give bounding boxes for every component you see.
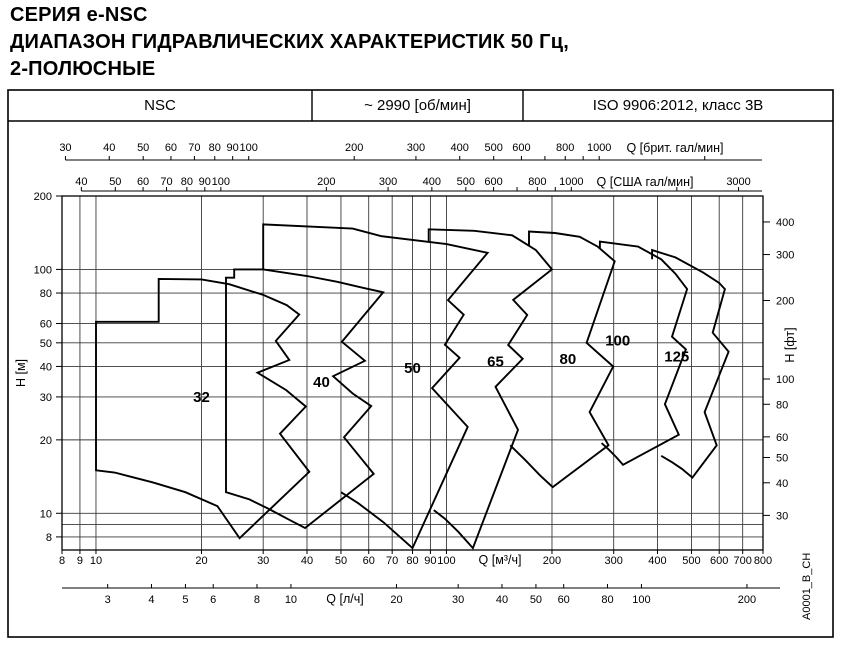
tick-label-hft-400: 400 (776, 216, 795, 229)
tick-label-imp-1000: 1000 (586, 142, 612, 154)
tick-label-hm-100: 100 (33, 264, 52, 277)
tick-label-us-800: 800 (528, 176, 547, 188)
region-label-50: 50 (404, 359, 421, 377)
tick-label-m3h-40: 40 (300, 555, 314, 567)
tick-label-hft-50: 50 (776, 452, 789, 465)
tick-label-m3h-70: 70 (386, 555, 399, 567)
tick-label-imp-100: 100 (239, 142, 258, 154)
tick-label-imp-40: 40 (103, 142, 116, 154)
tick-label-hm-50: 50 (39, 337, 52, 350)
tick-label-m3h-200: 200 (542, 555, 562, 567)
tick-label-hm-20: 20 (39, 434, 52, 447)
axis-label-us-gpm: Q [США гал/мин] (596, 175, 694, 189)
tick-label-hft-80: 80 (776, 399, 789, 412)
tick-label-us-40: 40 (75, 176, 88, 188)
page-title-line-1: СЕРИЯ e-NSC (10, 4, 148, 26)
tick-label-us-300: 300 (378, 176, 398, 188)
region-label-100: 100 (605, 332, 631, 350)
axis-label-ls: Q [л/ч] (326, 592, 364, 606)
tick-label-hft-100: 100 (776, 373, 795, 386)
region-label-80: 80 (559, 350, 577, 368)
tick-label-hm-60: 60 (39, 318, 52, 331)
tick-label-ls-80: 80 (601, 594, 614, 606)
tick-label-us-60: 60 (136, 176, 150, 188)
tick-label-m3h-800: 800 (753, 555, 773, 567)
tick-label-m3h-100: 100 (437, 555, 456, 567)
tick-label-imp-90: 90 (226, 142, 239, 154)
axis-label-m3h: Q [м³/ч] (478, 553, 522, 567)
tick-label-ls-5: 5 (182, 594, 189, 606)
tick-label-ls-30: 30 (452, 594, 465, 606)
tick-label-hft-40: 40 (776, 477, 789, 490)
tick-label-us-400: 400 (422, 176, 442, 188)
tick-label-imp-500: 500 (484, 142, 503, 154)
tick-label-m3h-20: 20 (195, 555, 208, 567)
tick-label-m3h-80: 80 (406, 555, 419, 567)
tick-label-imp-300: 300 (406, 142, 426, 154)
tick-label-m3h-10: 10 (89, 555, 103, 567)
tick-label-m3h-600: 600 (710, 555, 729, 567)
tick-label-imp-200: 200 (345, 142, 364, 154)
tick-label-hft-200: 200 (776, 295, 795, 308)
tick-label-m3h-50: 50 (334, 555, 348, 567)
tick-label-us-500: 500 (456, 176, 476, 188)
tick-label-hm-30: 30 (39, 391, 52, 404)
region-outline-40 (226, 269, 383, 528)
region-label-40: 40 (313, 374, 330, 392)
tick-label-hm-10: 10 (39, 508, 52, 521)
tick-label-m3h-9: 9 (76, 555, 83, 567)
tick-label-hm-80: 80 (39, 288, 52, 301)
tick-label-imp-60: 60 (164, 142, 178, 154)
tick-label-imp-800: 800 (556, 142, 575, 154)
tick-label-us-3000: 3000 (726, 176, 751, 188)
tick-label-m3h-700: 700 (733, 555, 752, 567)
tick-label-us-600: 600 (484, 176, 503, 188)
page-title-line-3: 2-ПОЛЮСНЫЕ (10, 58, 156, 80)
tick-label-us-200: 200 (317, 176, 336, 188)
page-title-line-2: ДИАПАЗОН ГИДРАВЛИЧЕСКИХ ХАРАКТЕРИСТИК 50 Гц, (10, 31, 569, 53)
tick-label-ls-40: 40 (495, 594, 509, 606)
tick-label-ls-4: 4 (148, 594, 155, 606)
tick-label-imp-400: 400 (450, 142, 469, 154)
tick-label-imp-30: 30 (59, 142, 72, 154)
tick-label-ls-8: 8 (253, 594, 261, 606)
tick-label-us-90: 90 (198, 176, 211, 188)
header-model: NSC (144, 97, 176, 114)
tick-label-hm-8: 8 (45, 531, 52, 544)
tick-label-us-80: 80 (180, 176, 193, 188)
region-label-32: 32 (193, 388, 210, 406)
tick-label-ls-200: 200 (737, 594, 757, 606)
tick-label-us-70: 70 (160, 176, 173, 188)
tick-label-ls-60: 60 (557, 594, 570, 606)
tick-label-ls-20: 20 (390, 594, 403, 606)
tick-label-ls-3: 3 (104, 594, 111, 606)
tick-label-hft-30: 30 (776, 510, 789, 523)
tick-label-imp-600: 600 (512, 142, 531, 154)
tick-label-imp-80: 80 (208, 142, 221, 154)
tick-label-m3h-400: 400 (648, 555, 667, 567)
axis-label-imp-gpm: Q [брит. гал/мин] (626, 141, 724, 155)
region-label-125: 125 (664, 348, 690, 366)
tick-label-us-50: 50 (109, 176, 122, 188)
tick-label-ls-6: 6 (210, 594, 217, 606)
tick-label-m3h-8: 8 (58, 555, 66, 567)
region-outline-32 (96, 279, 309, 538)
tick-label-m3h-500: 500 (682, 555, 701, 567)
tick-label-m3h-300: 300 (604, 555, 623, 567)
tick-label-ls-10: 10 (284, 594, 298, 606)
header-standard: ISO 9906:2012, класс 3В (592, 97, 764, 114)
region-outline-50 (263, 224, 487, 548)
tick-label-us-1000: 1000 (559, 176, 584, 188)
tick-label-us-100: 100 (211, 176, 231, 188)
axis-label-h-m: H [м] (14, 358, 28, 388)
tick-label-hm-40: 40 (39, 361, 52, 374)
tick-label-hm-200: 200 (33, 191, 52, 203)
doc-code: A0001_B_CH (801, 552, 813, 620)
tick-label-hft-300: 300 (776, 249, 795, 262)
tick-label-imp-70: 70 (188, 142, 201, 154)
axis-label-h-ft: H [фт] (783, 327, 797, 363)
tick-label-m3h-30: 30 (257, 555, 270, 567)
tick-label-m3h-90: 90 (424, 555, 437, 567)
region-outline-65 (429, 229, 552, 548)
tick-label-imp-50: 50 (137, 142, 150, 154)
tick-label-hft-60: 60 (776, 431, 789, 444)
tick-label-m3h-60: 60 (362, 555, 375, 567)
tick-label-ls-50: 50 (529, 594, 543, 606)
tick-label-ls-100: 100 (632, 594, 651, 606)
region-label-65: 65 (487, 353, 504, 371)
header-speed: ~ 2990 [об/мин] (364, 97, 471, 114)
